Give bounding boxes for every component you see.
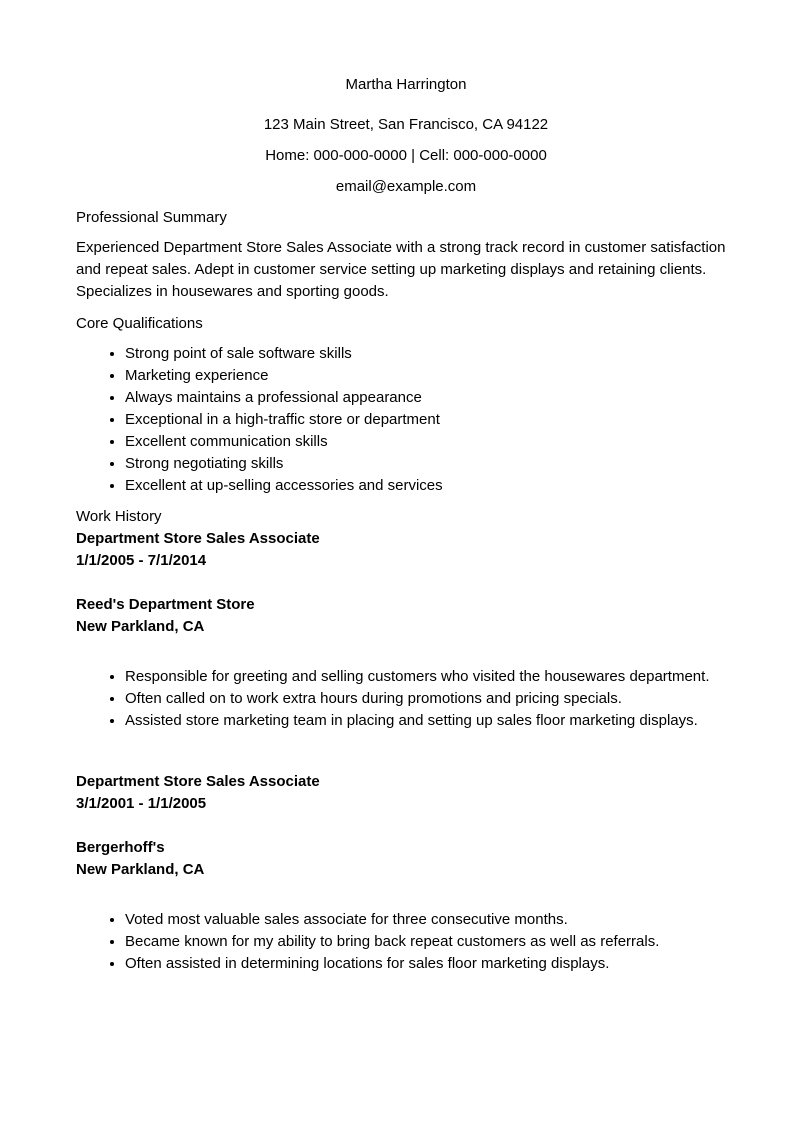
job-company: Bergerhoff's: [76, 839, 165, 856]
job-duty-item: • Often called on to work extra hours during promotions and pricing specials.: [125, 688, 736, 710]
job-location: New Parkland, CA: [76, 861, 205, 878]
job-duty-item: • Voted most valuable sales associate for three consecutive months.: [125, 909, 736, 931]
qualification-item: • Exceptional in a high-traffic store or department: [125, 409, 736, 431]
qualification-item: • Strong point of sale software skills: [125, 343, 736, 365]
qualification-item: • Always maintains a professional appearance: [125, 387, 736, 409]
email-line: email@example.com: [335, 178, 477, 195]
job-duty-item: • Responsible for greeting and selling customers who visited the housewares department.: [125, 666, 736, 688]
job-entry-1: [76, 528, 736, 732]
phone-line: Home: 000-000-0000 | Cell: 000-000-0000: [265, 147, 547, 164]
job-dates: 1/1/2005 - 7/1/2014: [76, 552, 207, 569]
qualification-item: • Strong negotiating skills: [125, 453, 736, 475]
job-title: Department Store Sales Associate: [76, 773, 320, 790]
job-entry-2: [76, 771, 736, 975]
job-duty-item: • Assisted store marketing team in placing and setting up sales floor marketing displays.: [125, 710, 736, 732]
job-company: Reed's Department Store: [76, 596, 255, 613]
resume-header: [76, 74, 736, 198]
job-duty-item: • Often assisted in determining locations for sales floor marketing displays.: [125, 953, 736, 975]
job-dates: 3/1/2001 - 1/1/2005: [76, 795, 207, 812]
job-duties-list: [76, 909, 736, 975]
professional-summary-text: Experienced Department Store Sales Associate with a strong track record in customer satisfaction and repeat sales. Adept in customer service setting up marketing displays and retaining clients. Specializes in housewares and sporting goods.: [76, 239, 726, 300]
core-qualifications-section: [76, 313, 736, 497]
job-location: New Parkland, CA: [76, 618, 205, 635]
professional-summary-heading: Professional Summary: [76, 209, 227, 226]
qualification-item: • Excellent communication skills: [125, 431, 736, 453]
blank-line: [76, 815, 736, 837]
work-history-section: [76, 506, 736, 975]
candidate-name: Martha Harrington: [345, 76, 467, 93]
job-separator-space: [76, 732, 736, 771]
job-duty-item: • Became known for my ability to bring back repeat customers as well as referrals.: [125, 931, 736, 953]
qualification-item: • Excellent at up-selling accessories and services: [125, 475, 736, 497]
job-duties-list: [76, 666, 736, 732]
blank-line: [76, 572, 736, 594]
core-qualifications-list: [76, 343, 736, 497]
qualification-item: • Marketing experience: [125, 365, 736, 387]
core-qualifications-heading: Core Qualifications: [76, 315, 203, 332]
job-title: Department Store Sales Associate: [76, 530, 320, 547]
address-line: 123 Main Street, San Francisco, CA 94122: [263, 116, 549, 133]
work-history-heading: Work History: [76, 508, 162, 525]
professional-summary-section: [76, 207, 736, 303]
